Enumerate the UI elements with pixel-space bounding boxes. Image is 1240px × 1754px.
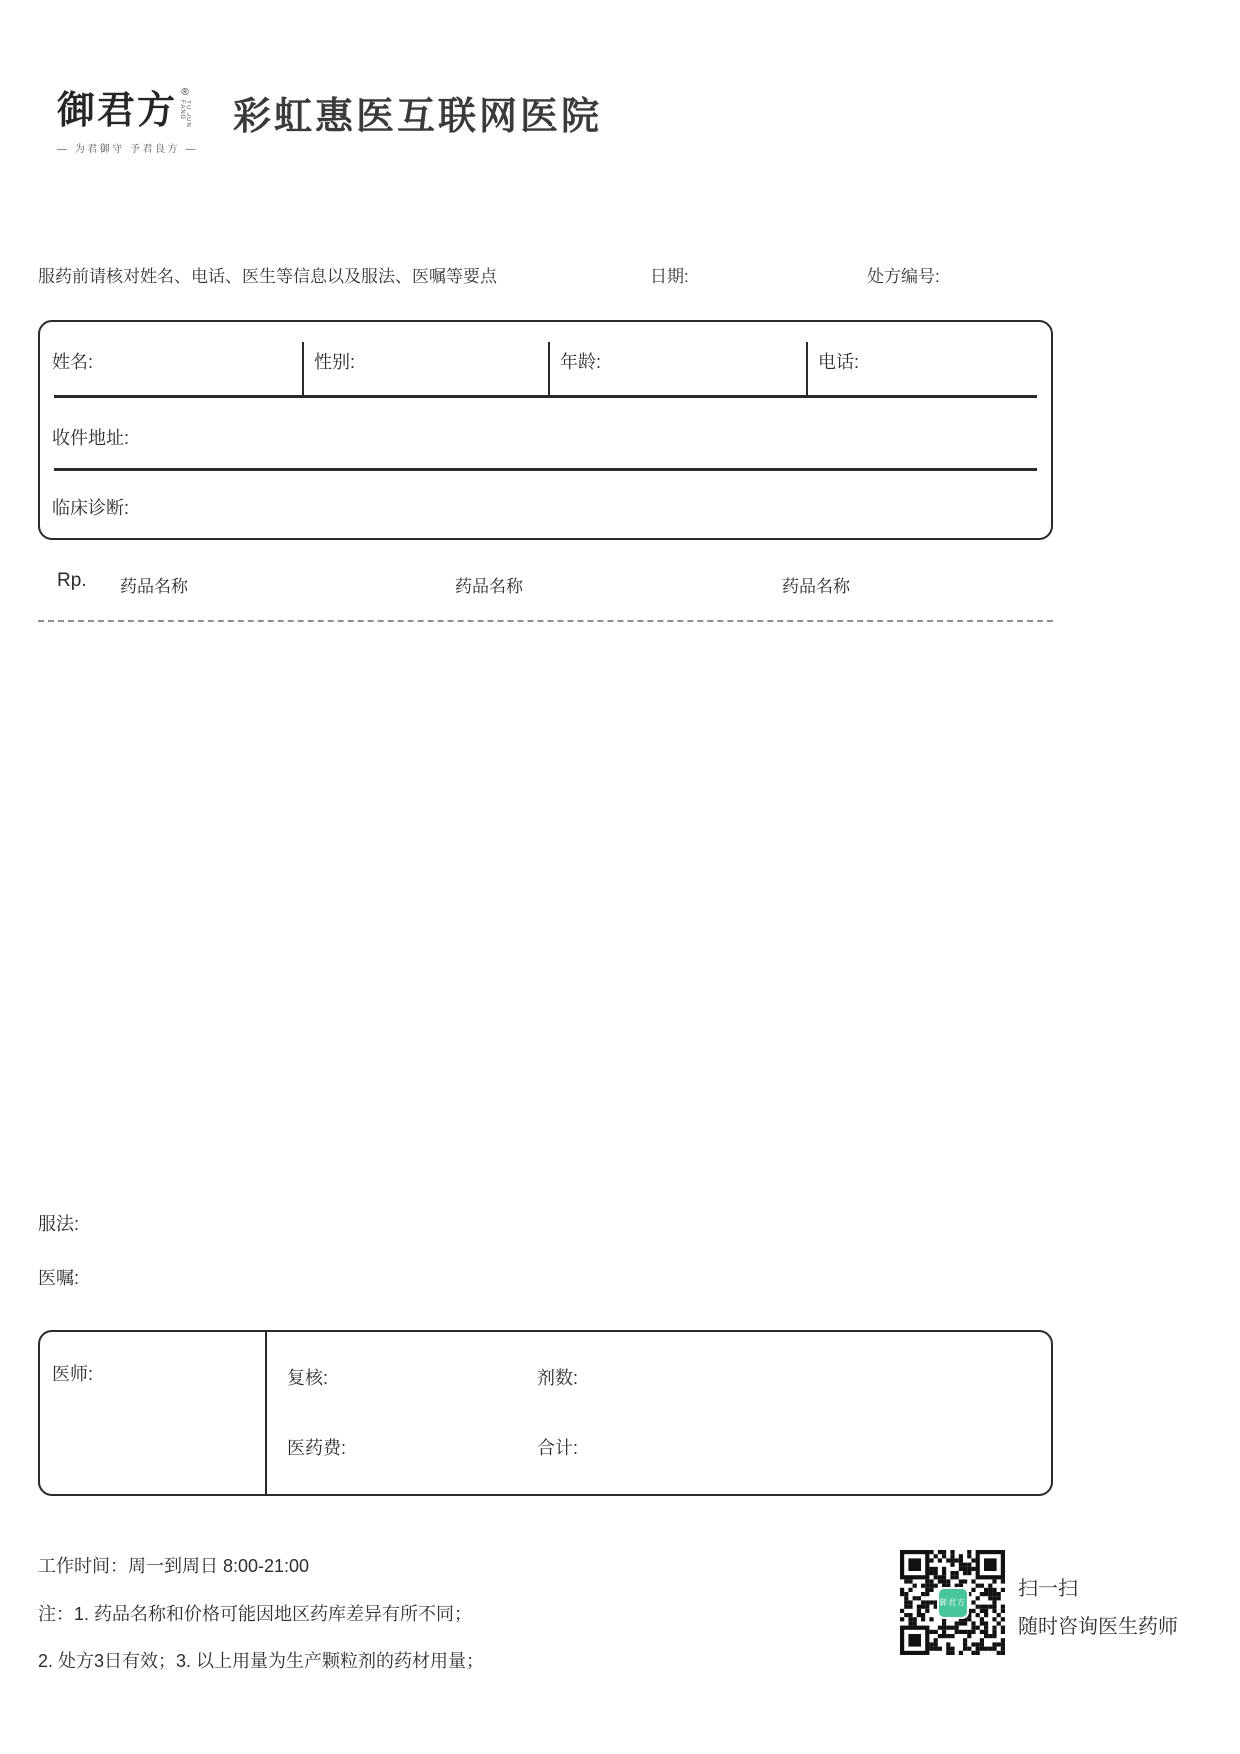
- divider: [265, 1332, 267, 1494]
- note-line-2: 2. 处方3日有效；3. 以上用量为生产颗粒剂的药材用量；: [38, 1651, 485, 1671]
- brand-logo: [57, 88, 198, 155]
- drug-name-column-header: 药品名称: [455, 577, 523, 596]
- date-label: 日期:: [650, 267, 689, 286]
- divider: [806, 342, 808, 395]
- divider: [548, 342, 550, 395]
- divider: [302, 342, 304, 395]
- address-field-label: 收件地址:: [52, 428, 130, 448]
- usage-field-label: 服法:: [38, 1214, 80, 1234]
- phone-field-label: 电话:: [818, 352, 860, 372]
- scan-hint-title: 扫一扫: [1018, 1578, 1078, 1600]
- registered-trademark-icon: ®: [181, 87, 189, 98]
- qr-code: [900, 1550, 1005, 1655]
- gender-field-label: 性别:: [314, 352, 356, 372]
- prescription-number-label: 处方编号:: [867, 267, 940, 286]
- scan-hint-subtitle: 随时咨询医生药师: [1018, 1616, 1178, 1638]
- note-line-1: 注：1. 药品名称和价格可能因地区药库差异有所不同；: [38, 1604, 473, 1624]
- brand-tagline: — 为君御守 予君良方 —: [57, 144, 198, 155]
- age-field-label: 年龄:: [560, 352, 602, 372]
- drug-name-column-header: 药品名称: [120, 577, 188, 596]
- verify-notice: 服药前请核对姓名、电话、医生等信息以及服法、医嘱等要点: [38, 267, 497, 286]
- hospital-title: 彩虹惠医互联网医院: [233, 96, 603, 138]
- total-field-label: 合计:: [537, 1438, 579, 1458]
- work-hours-text: 工作时间：周一到周日 8:00-21:00: [38, 1556, 310, 1576]
- doctor-field-label: 医师:: [52, 1364, 94, 1384]
- diagnosis-field-label: 临床诊断:: [52, 498, 130, 518]
- review-field-label: 复核:: [287, 1368, 329, 1388]
- qr-center-badge: 御君方: [937, 1587, 969, 1619]
- rp-label: Rp.: [57, 570, 87, 591]
- brand-logo-pinyin: YU JUN FANG: [179, 100, 192, 128]
- medicine-fee-field-label: 医药费:: [287, 1438, 347, 1458]
- dose-count-field-label: 剂数:: [537, 1368, 579, 1388]
- patient-info-box: [38, 320, 1053, 540]
- signature-box: [38, 1330, 1053, 1496]
- name-field-label: 姓名:: [52, 352, 94, 372]
- rp-separator-dashed-line: [38, 620, 1053, 622]
- advice-field-label: 医嘱:: [38, 1268, 80, 1288]
- drug-name-column-header: 药品名称: [782, 577, 850, 596]
- divider: [54, 468, 1037, 471]
- divider: [54, 395, 1037, 398]
- brand-logo-text: 御君方: [57, 87, 178, 132]
